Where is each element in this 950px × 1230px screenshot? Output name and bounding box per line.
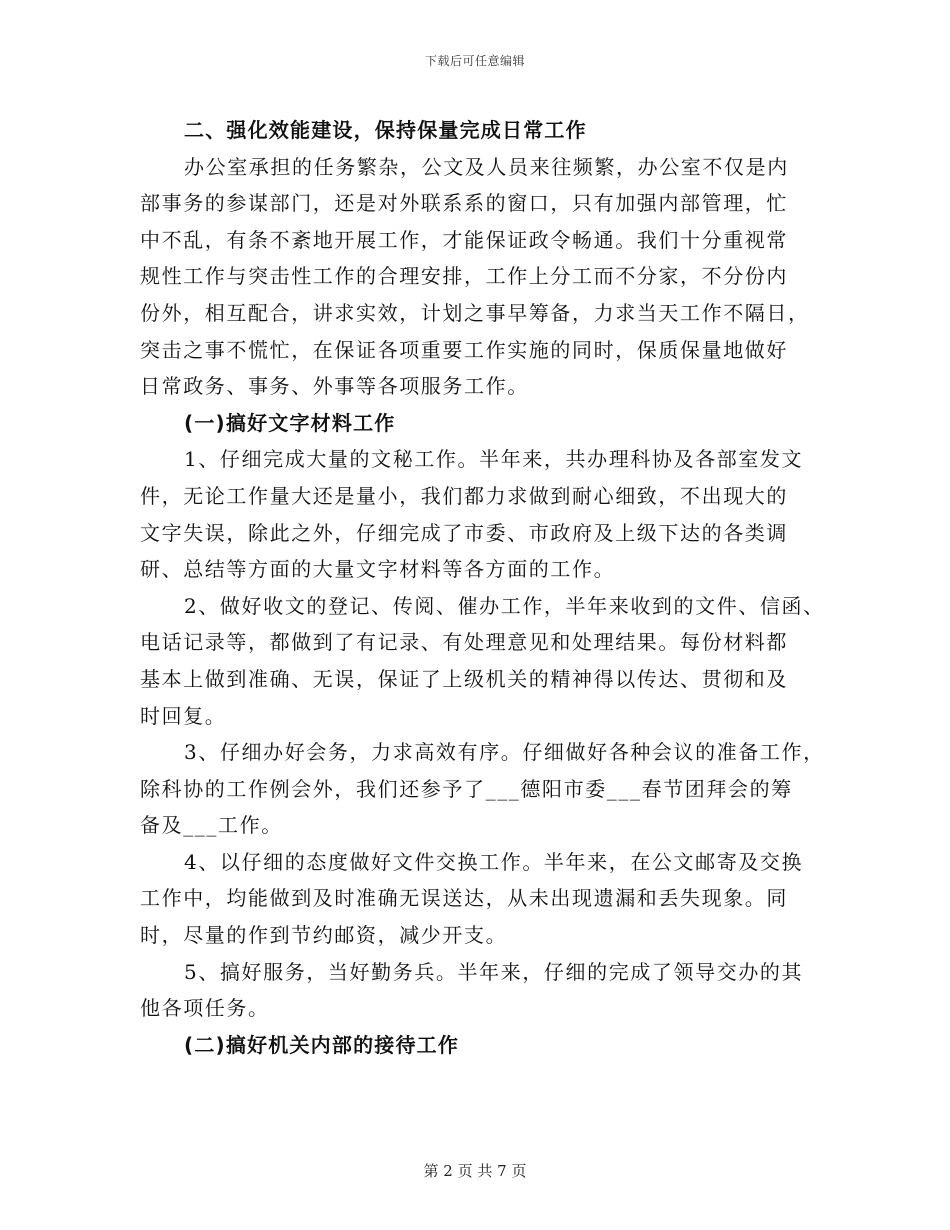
text-line: 办公室承担的任务繁杂，公文及人员来往频繁，办公室不仅是内 (184, 154, 789, 179)
text-line: 备及___工作。 (140, 813, 283, 838)
paragraph-office-duties (140, 149, 820, 405)
text-line: 3、仔细办好会务，力求高效有序。仔细做好各种会议的准备工作， (184, 740, 825, 765)
section-title: 二、强化效能建设，保持保量完成日常工作 (184, 118, 587, 142)
download-editable-note: 下载后可任意编辑 (424, 54, 525, 68)
text-line: 基本上做到准确、无误，保证了上级机关的精神得以传达、贯彻和及 (140, 666, 788, 691)
text-line: 5、搞好服务，当好勤务兵。半年来，仔细的完成了领导交办的其 (184, 959, 804, 984)
text-line: 工作中，均能做到及时准确无误送达，从未出现遗漏和丢失现象。同 (140, 886, 788, 911)
text-line: 电话记录等，都做到了有记录、有处理意见和处理结果。每份材料都 (140, 630, 788, 655)
subsection-title-writing: (一)搞好文字材料工作 (184, 410, 396, 435)
text-line: 除科协的工作例会外，我们还参予了___德阳市委___春节团拜会的筹 (140, 776, 793, 801)
text-line: 规性工作与突击性工作的合理安排，工作上分工而不分家，不分份内 (140, 264, 788, 289)
text-line: 部事务的参谋部门，还是对外联系系的窗口，只有加强内部管理，忙 (140, 191, 788, 216)
list-item-4 (140, 844, 820, 954)
text-line: 他各项任务。 (140, 996, 270, 1021)
page-number: 第 2 页 共 7 页 (423, 1162, 527, 1180)
text-line: 2、做好收文的登记、传阅、催办工作，半年来收到的文件、信函、 (184, 593, 825, 618)
text-line: 日常政务、事务、外事等各项服务工作。 (140, 374, 529, 399)
text-line: 时回复。 (140, 703, 227, 728)
text-line: 研、总结等方面的大量文字材料等各方面的工作。 (140, 557, 616, 582)
text-line: 中不乱，有条不紊地开展工作，才能保证政令畅通。我们十分重视常 (140, 227, 788, 252)
text-line: 突击之事不慌忙，在保证各项重要工作实施的同时，保质保量地做好 (140, 337, 788, 362)
list-item-2 (140, 588, 825, 734)
document-body (140, 112, 825, 1063)
list-item-3 (140, 734, 825, 844)
text-line: 1、仔细完成大量的文秘工作。半年来，共办理科协及各部室发文 (184, 447, 804, 472)
text-line: 份外，相互配合，讲求实效，计划之事早筹备，力求当天工作不隔日， (140, 300, 810, 325)
list-item-5 (140, 954, 820, 1027)
text-line: 时，尽量的作到节约邮资，减少开支。 (140, 923, 508, 948)
text-line: 件，无论工作量大还是量小，我们都力求做到耐心细致，不出现大的 (140, 483, 788, 508)
list-item-1 (140, 441, 820, 587)
text-line: 4、以仔细的态度做好文件交换工作。半年来，在公文邮寄及交换 (184, 849, 804, 874)
subsection-title-reception: (二)搞好机关内部的接待工作 (184, 1032, 460, 1057)
text-line: 文字失误，除此之外，仔细完成了市委、市政府及上级下达的各类调 (140, 520, 788, 545)
